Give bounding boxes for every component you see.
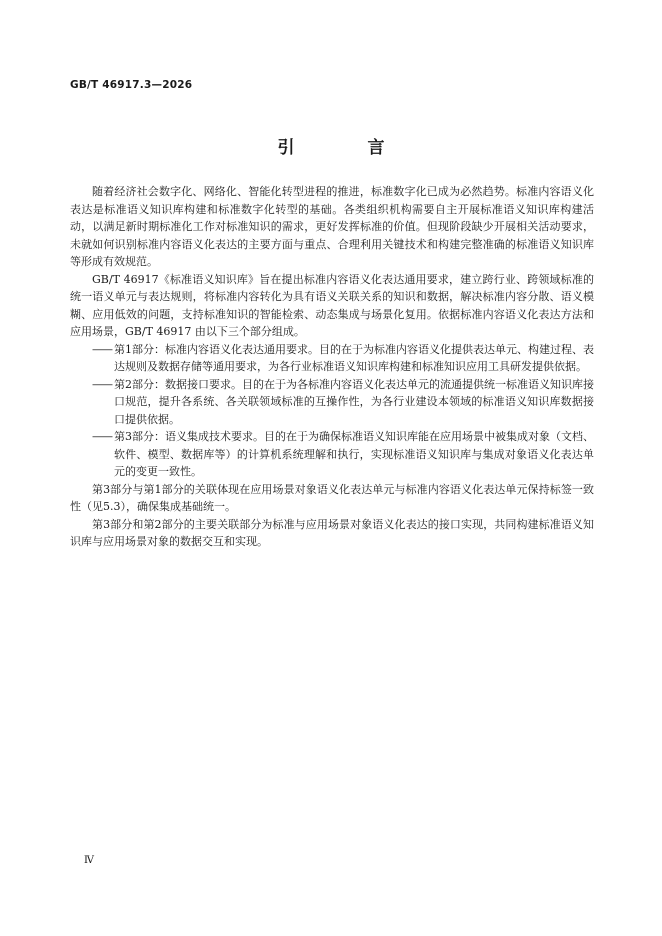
list-item-part-1: [70, 341, 594, 376]
section-title: 引 言: [277, 138, 413, 158]
list-item-text: 第3部分：语义集成技术要求。目的在于为确保标准语义知识库能在应用场景中被集成对象（文档、软件、模型、数据库等）的计算机系统理解和执行，实现标准语义知识库与集成对象语义化表达单元的变更一致性。: [114, 430, 594, 478]
list-item-part-3: [70, 428, 594, 481]
list-item-part-2: [70, 376, 594, 429]
list-item-text: 第2部分：数据接口要求。目的在于为各标准内容语义化表达单元的流通提供统一标准语义知识库接口规范，提升各系统、各关联领域标准的互操作性，为各行业建设本领域的标准语义知识库数据接口提供依据。: [114, 377, 594, 426]
page-number: Ⅳ: [84, 855, 94, 866]
introduction-body: [70, 183, 594, 551]
list-dash: ——: [92, 430, 112, 443]
list-item-text: 第1部分：标准内容语义化表达通用要求。目的在于为标准内容语义化提供表达单元、构建过程、表达规则及数据存储等通用要求，为各行业标准语义知识库构建和标准知识应用工具研发提供依据。: [114, 342, 594, 373]
paragraph-background: 随着经济社会数字化、网络化、智能化转型进程的推进，标准数字化已成为必然趋势。标准内容语义化表达是标准语义知识库构建和标准数字化转型的基础。各类组织机构需要自主开展标准语义知识库构建活动，以满足新时期标准化工作对标准知识的需求，更好发挥标准的价值。但现阶段缺少开展相关活动要求，未就如何识别标准内容语义化表达的主要方面与重点、合理利用关键技术和构建完整准确的标准语义知识库等形成有效规范。: [70, 185, 594, 268]
paragraph-relation-part1: 第3部分与第1部分的关联体现在应用场景对象语义化表达单元与标准内容语义化表达单元保持标签一致性（见5.3），确保集成基础统一。: [70, 482, 594, 513]
document-code: GB/T 46917.3—2026: [70, 79, 193, 91]
paragraph-structure: GB/T 46917《标准语义知识库》旨在提出标准内容语义化表达通用要求，建立跨行业、跨领域标准的统一语义单元与表达规则，将标准内容转化为具有语义关联关系的知识和数据，解决标准内容分散、语义模糊、应用低效的问题，支持标准知识的智能检索、动态集成与场景化复用。依据标准内容语义化表达方法和应用场景，GB/T 46917 由以下三个部分组成。: [70, 272, 594, 338]
list-dash: ——: [92, 342, 112, 356]
list-dash: ——: [92, 377, 112, 391]
paragraph-relation-part2: 第3部分和第2部分的主要关联部分为标准与应用场景对象语义化表达的接口实现，共同构建标准语义知识库与应用场景对象的数据交互和实现。: [70, 517, 594, 548]
